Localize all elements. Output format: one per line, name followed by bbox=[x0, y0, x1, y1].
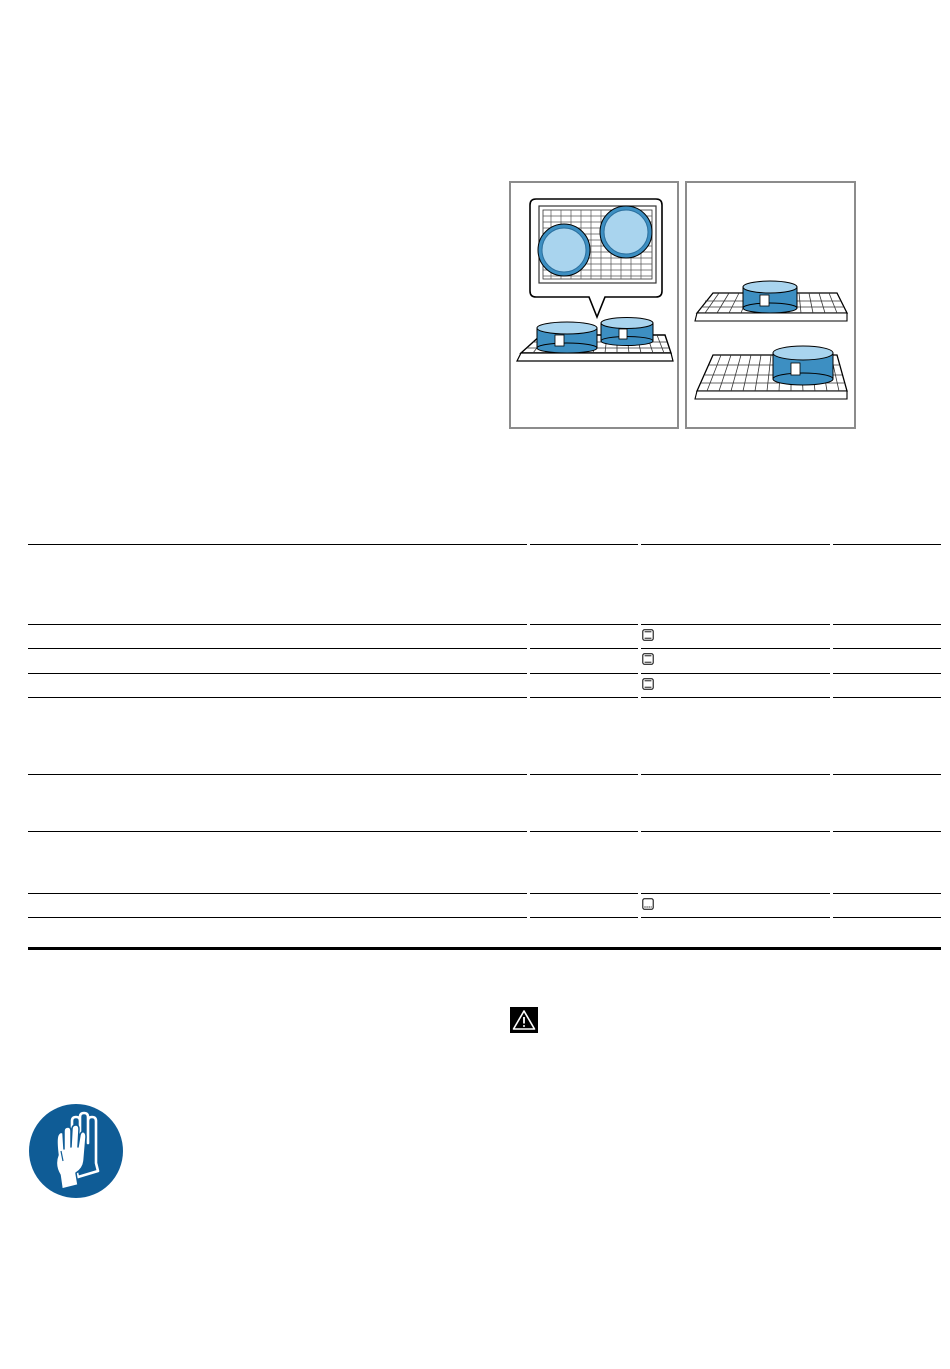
table-rule bbox=[28, 831, 941, 832]
column-gap bbox=[527, 540, 530, 920]
table-rule bbox=[28, 624, 941, 625]
table-rule bbox=[28, 544, 941, 545]
oven-heating-mode-icon bbox=[642, 653, 654, 665]
table-rule bbox=[28, 648, 941, 649]
two-baking-tins-side-by-side-on-wire-rack-icon bbox=[511, 183, 677, 427]
table-rule bbox=[28, 893, 941, 894]
wear-protective-gloves-icon bbox=[28, 1103, 124, 1199]
illustration-panel-side-by-side bbox=[509, 181, 679, 429]
column-gap bbox=[638, 540, 641, 920]
oven-heating-mode-icon bbox=[642, 678, 654, 690]
oven-heating-mode-icon bbox=[642, 629, 654, 641]
table-bottom-rule bbox=[28, 947, 941, 950]
table-rule bbox=[28, 673, 941, 674]
two-baking-tins-on-two-levels-icon bbox=[687, 183, 854, 427]
oven-bottom-heat-mode-icon bbox=[642, 898, 654, 910]
illustration-panel-two-levels bbox=[685, 181, 856, 429]
table-rule bbox=[28, 917, 941, 918]
table-rule bbox=[28, 697, 941, 698]
column-gap bbox=[830, 540, 833, 920]
table-rule bbox=[28, 774, 941, 775]
warning-triangle-icon bbox=[510, 1007, 538, 1033]
